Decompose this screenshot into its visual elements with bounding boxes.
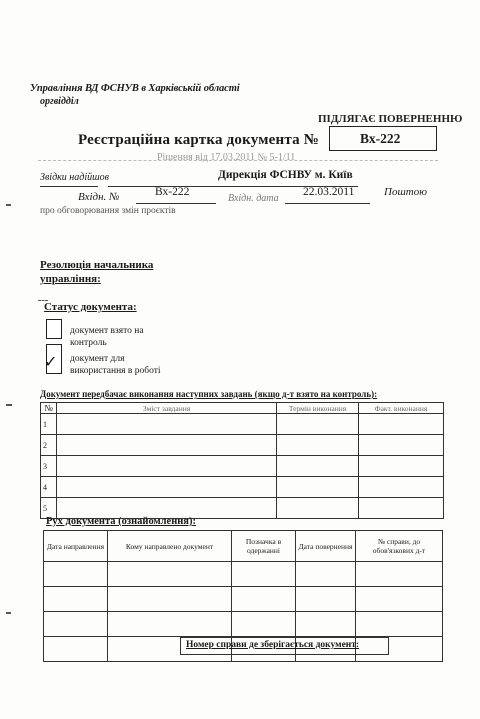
status-work-label: документ для bbox=[70, 354, 125, 364]
movement-cell bbox=[108, 587, 232, 612]
incoming-label: Вхідн. № bbox=[78, 191, 120, 203]
table-row bbox=[44, 612, 443, 637]
task-fact-cell bbox=[359, 456, 444, 477]
row-number: 2 bbox=[41, 435, 57, 456]
movement-cell bbox=[356, 562, 443, 587]
task-content-cell bbox=[57, 456, 277, 477]
delivery-method: Поштою bbox=[384, 186, 427, 198]
task-content-cell bbox=[57, 414, 277, 435]
task-content-cell bbox=[57, 435, 277, 456]
task-deadline-cell bbox=[277, 414, 359, 435]
task-deadline-cell bbox=[277, 477, 359, 498]
movement-cell bbox=[44, 587, 108, 612]
tasks-col-fact: Факт. виконання bbox=[359, 403, 444, 414]
movement-col-file: № справи, до обов'язкових д-т bbox=[356, 531, 443, 562]
from-label: Звідки надійшов bbox=[40, 172, 109, 183]
task-fact-cell bbox=[359, 477, 444, 498]
movement-cell bbox=[232, 612, 296, 637]
status-heading-rule bbox=[38, 300, 48, 301]
date-label: Вхідн. дата bbox=[228, 193, 279, 204]
task-fact-cell bbox=[359, 498, 444, 519]
date-value: 22.03.2011 bbox=[303, 186, 355, 198]
movement-cell bbox=[44, 562, 108, 587]
movement-col-receipt: Позначка в одержанні bbox=[232, 531, 296, 562]
movement-col-recipient: Кому направлено документ bbox=[108, 531, 232, 562]
movement-cell bbox=[296, 612, 356, 637]
movement-col-date: Дата направлення bbox=[44, 531, 108, 562]
movement-cell bbox=[44, 612, 108, 637]
file-number-label: Номер справи де зберігається документ: bbox=[186, 640, 360, 650]
movement-col-return-date: Дата повернення bbox=[296, 531, 356, 562]
scan-mark bbox=[6, 612, 11, 614]
return-note: ПІДЛЯГАЄ ПОВЕРНЕННЮ bbox=[318, 113, 463, 125]
status-control-label: документ взято на bbox=[70, 326, 144, 336]
movement-header-row bbox=[44, 531, 443, 562]
tasks-col-content: Зміст завдання bbox=[57, 403, 277, 414]
movement-cell bbox=[356, 587, 443, 612]
department-name: оргвідділ bbox=[40, 96, 79, 107]
row-number: 5 bbox=[41, 498, 57, 519]
table-row bbox=[41, 456, 444, 477]
status-control-checkbox[interactable] bbox=[46, 319, 62, 339]
task-fact-cell bbox=[359, 414, 444, 435]
row-number: 3 bbox=[41, 456, 57, 477]
scan-mark bbox=[6, 404, 12, 406]
tasks-table bbox=[40, 402, 444, 519]
table-row bbox=[44, 587, 443, 612]
movement-heading: Рух документа (ознайомлення): bbox=[46, 516, 196, 527]
resolution-heading: Резолюція начальника bbox=[40, 259, 154, 271]
decision-line: Рішення від 17.03.2011 № 5-1/11 bbox=[157, 152, 296, 163]
task-fact-cell bbox=[359, 435, 444, 456]
card-title: Реєстраційна картка документа № bbox=[78, 132, 320, 148]
table-row bbox=[41, 477, 444, 498]
from-value: Дирекція ФСНВУ м. Київ bbox=[218, 169, 353, 181]
movement-cell bbox=[232, 587, 296, 612]
organization-name: Управління ВД ФСНУВ в Харківській області bbox=[30, 83, 240, 94]
tasks-header-row bbox=[41, 403, 444, 414]
tasks-heading: Документ передбачає виконання наступних завдань (якщо д-т взято на контроль): bbox=[40, 389, 378, 399]
incoming-value: Вх-222 bbox=[155, 186, 190, 198]
tasks-col-num: № bbox=[41, 403, 57, 414]
table-row bbox=[44, 562, 443, 587]
row-number: 1 bbox=[41, 414, 57, 435]
movement-cell bbox=[108, 612, 232, 637]
movement-cell bbox=[356, 612, 443, 637]
document-subject: про обговорювання змін проєктів bbox=[40, 206, 176, 216]
movement-cell bbox=[296, 587, 356, 612]
status-work-label-line2: використання в роботі bbox=[70, 366, 161, 376]
scan-mark bbox=[6, 204, 11, 206]
movement-cell bbox=[232, 562, 296, 587]
from-label-rule bbox=[40, 172, 98, 187]
task-content-cell bbox=[57, 477, 277, 498]
task-deadline-cell bbox=[277, 435, 359, 456]
document-number: Вх-222 bbox=[360, 131, 401, 146]
status-heading: Статус документа: bbox=[44, 301, 137, 313]
row-number: 4 bbox=[41, 477, 57, 498]
task-deadline-cell bbox=[277, 498, 359, 519]
status-control-label-line2: контроль bbox=[70, 338, 107, 348]
tasks-col-deadline: Термін виконання bbox=[277, 403, 359, 414]
checkmark-icon: ✓ bbox=[44, 354, 58, 371]
table-row bbox=[41, 414, 444, 435]
movement-cell bbox=[108, 562, 232, 587]
table-row bbox=[41, 435, 444, 456]
movement-cell bbox=[44, 637, 108, 662]
task-deadline-cell bbox=[277, 456, 359, 477]
resolution-heading-line2: управління: bbox=[40, 273, 101, 285]
movement-cell bbox=[296, 562, 356, 587]
